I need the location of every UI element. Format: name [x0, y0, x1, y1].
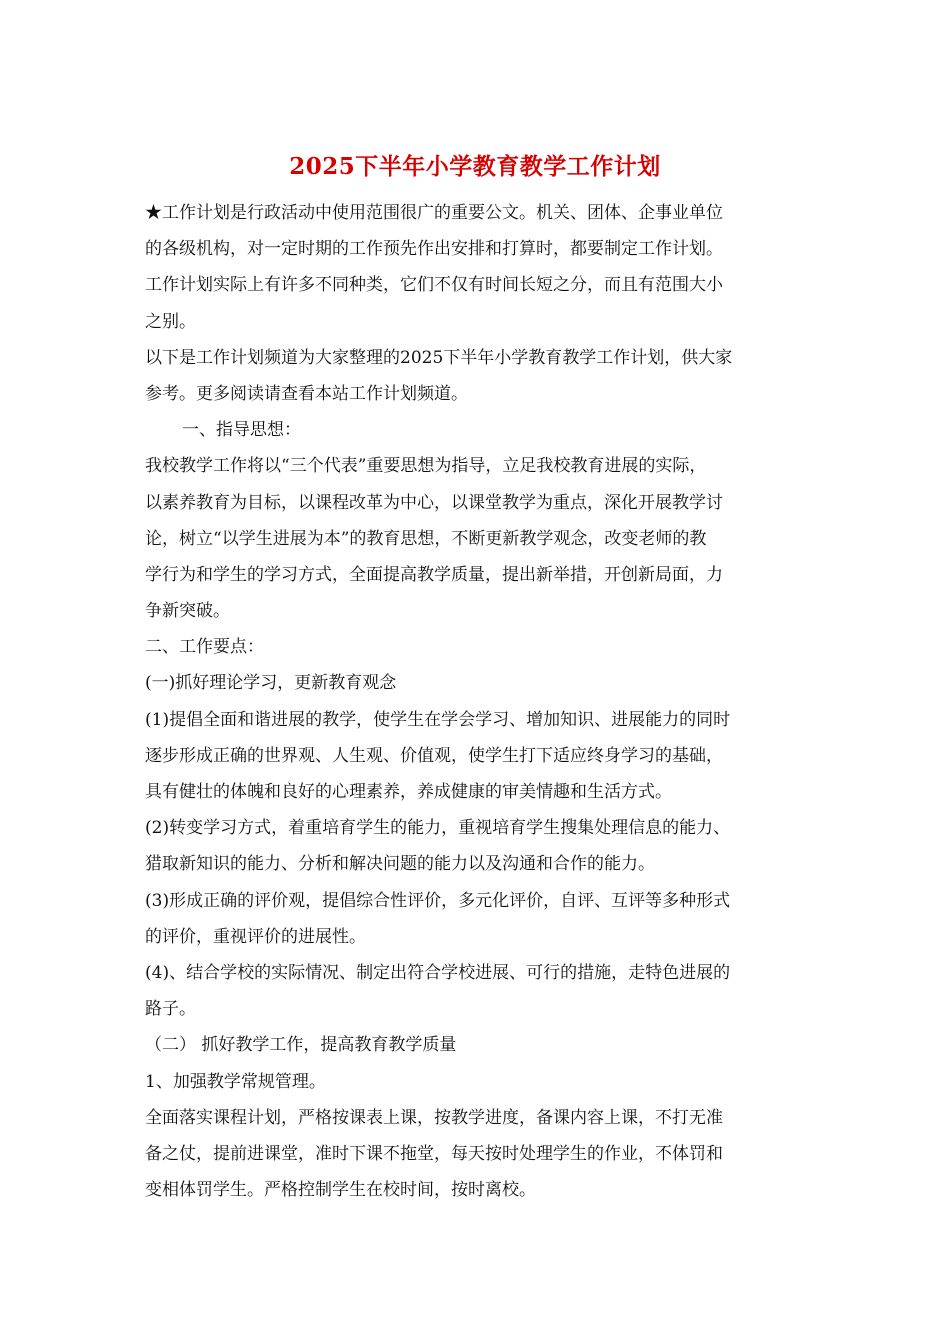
- paragraph-line: 参考。更多阅读请查看本站工作计划频道。: [145, 383, 468, 404]
- document-body: [145, 195, 810, 1208]
- paragraph-line: 工作计划实际上有许多不同种类，它们不仅有时间长短之分，而且有范围大小: [145, 275, 723, 296]
- item-heading: 1、加强教学常规管理。: [145, 1071, 326, 1092]
- paragraph-line: 争新突破。: [145, 601, 230, 622]
- section-heading: 一、指导思想：: [182, 420, 301, 441]
- paragraph-line: 以素养教育为目标，以课程改革为中心，以课堂教学为重点，深化开展教学讨: [145, 492, 723, 513]
- paragraph-line: (1)提倡全面和谐进展的教学，使学生在学会学习、增加知识、进展能力的同时: [145, 709, 731, 730]
- paragraph-line: 之别。: [145, 311, 196, 332]
- document-title: 2025下半年小学教育教学工作计划: [289, 153, 661, 180]
- paragraph-line: 路子。: [145, 999, 196, 1020]
- paragraph-line: 猎取新知识的能力、分析和解决问题的能力以及沟通和合作的能力。: [145, 854, 655, 875]
- paragraph-line: 我校教学工作将以“三个代表”重要思想为指导，立足我校教育进展的实际，: [145, 456, 707, 477]
- paragraph-line: (4)、结合学校的实际情况、制定出符合学校进展、可行的措施，走特色进展的: [145, 962, 731, 983]
- paragraph-line: 备之仗，提前进课堂，准时下课不拖堂，每天按时处理学生的作业，不体罚和: [145, 1143, 723, 1164]
- paragraph-line: 的各级机构，对一定时期的工作预先作出安排和打算时，都要制定工作计划。: [145, 239, 723, 260]
- subsection-heading: （二） 抓好教学工作，提高教育教学质量: [145, 1035, 457, 1056]
- paragraph-line: 学行为和学生的学习方式，全面提高教学质量，提出新举措，开创新局面，力: [145, 564, 723, 585]
- paragraph-line: 全面落实课程计划，严格按课表上课，按教学进度，备课内容上课，不打无准: [145, 1107, 723, 1128]
- paragraph-line: 变相体罚学生。严格控制学生在校时间，按时离校。: [145, 1180, 536, 1201]
- paragraph-line: 论，树立“以学生进展为本”的教育思想，不断更新教学观念，改变老师的教: [145, 528, 707, 549]
- paragraph-line: 具有健壮的体魄和良好的心理素养，养成健康的审美情趣和生活方式。: [145, 782, 672, 802]
- paragraph-line: 逐步形成正确的世界观、人生观、价值观，使学生打下适应终身学习的基础，: [145, 745, 723, 766]
- paragraph-line: ★工作计划是行政活动中使用范围很广的重要公文。机关、团体、企事业单位: [145, 203, 723, 223]
- paragraph-line: (2)转变学习方式，着重培育学生的能力，重视培育学生搜集处理信息的能力、: [145, 818, 731, 839]
- paragraph-line: (3)形成正确的评价观，提倡综合性评价，多元化评价，自评、互评等多种形式: [145, 890, 731, 911]
- subsection-heading: (一)抓好理论学习，更新教育观念: [145, 673, 397, 694]
- paragraph-line: 以下是工作计划频道为大家整理的2025下半年小学教育教学工作计划，供大家: [145, 347, 733, 368]
- paragraph-line: 的评价，重视评价的进展性。: [145, 926, 366, 947]
- section-heading: 二、工作要点：: [145, 637, 264, 658]
